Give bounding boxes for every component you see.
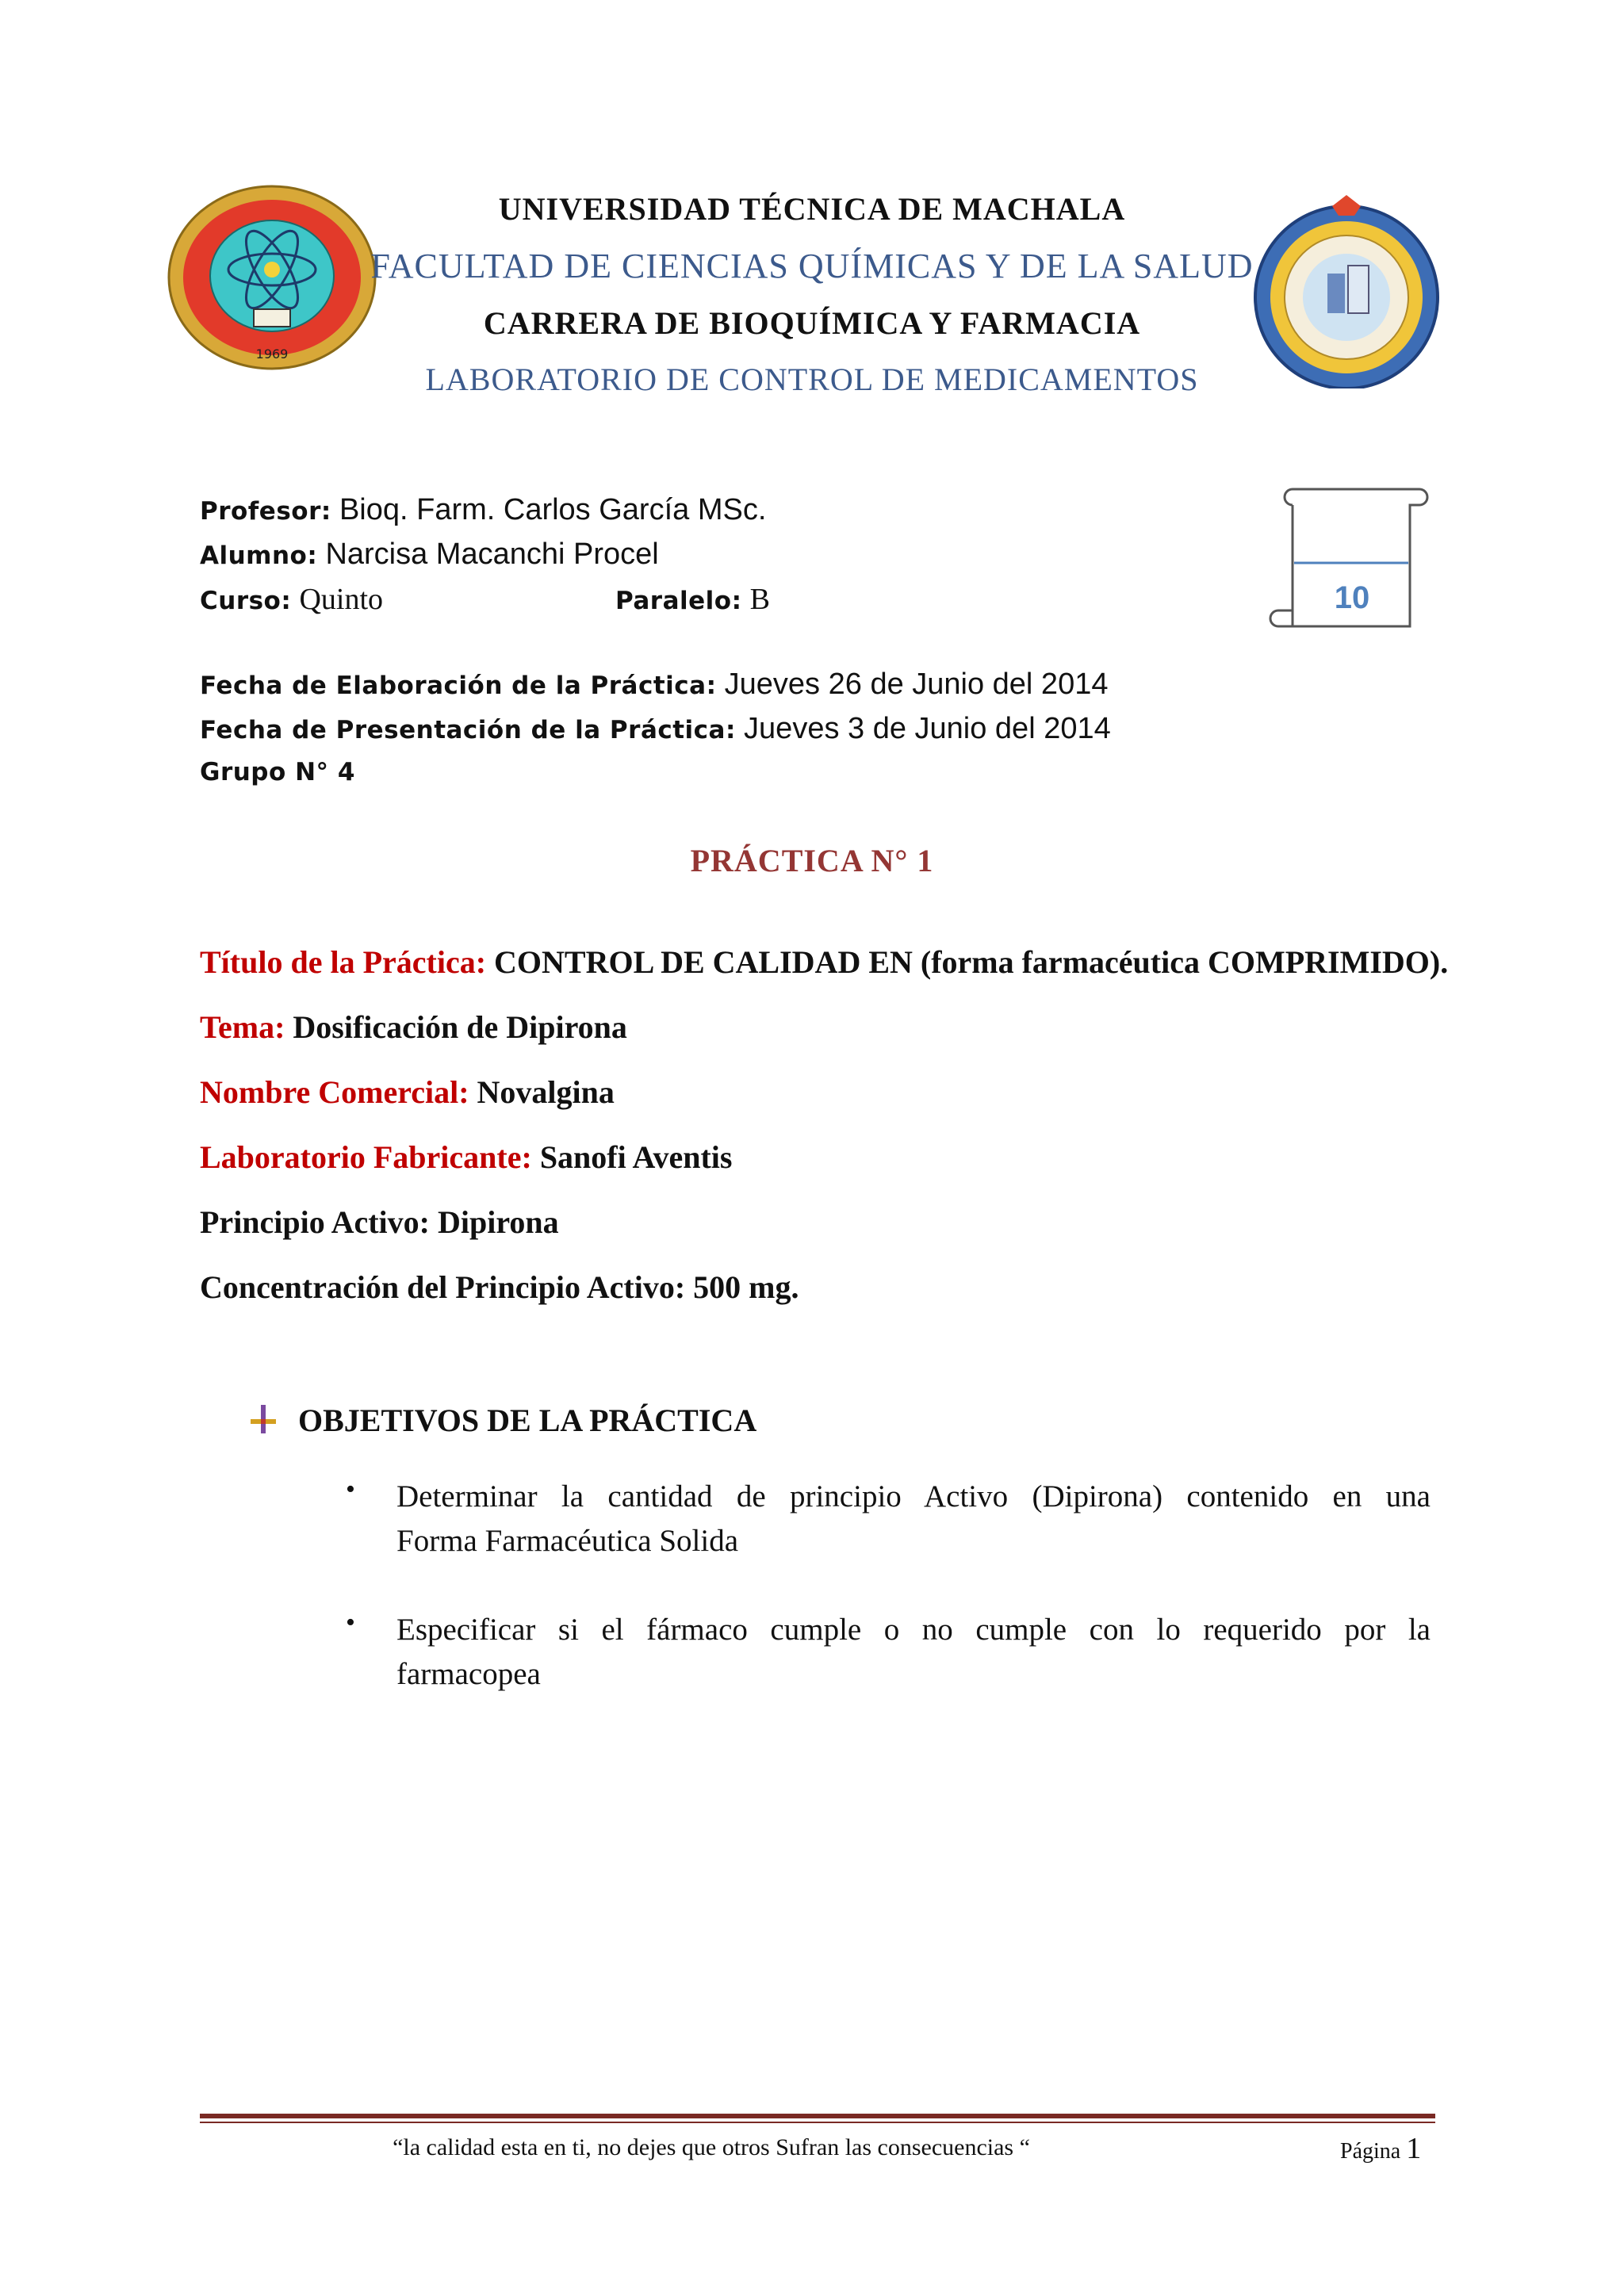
faculty-name: FACULTAD DE CIENCIAS QUÍMICAS Y DE LA SALUD	[370, 247, 1254, 285]
alumno-line	[200, 538, 659, 572]
curso-line	[200, 582, 383, 617]
tema-value: Dosificación de Dipirona	[293, 1009, 627, 1045]
university-name: UNIVERSIDAD TÉCNICA DE MACHALA	[498, 191, 1126, 227]
profesor-line	[200, 493, 766, 527]
grade-value: 10	[1334, 580, 1370, 615]
bullet-dot-icon: •	[346, 1475, 355, 1504]
titulo-line	[200, 943, 1448, 981]
fecha-elaboracion-label: Fecha de Elaboración de la Práctica:	[200, 672, 717, 700]
profesor-label: Profesor:	[200, 497, 331, 526]
fecha-presentacion-line	[200, 712, 1111, 746]
page-label: Página	[1340, 2139, 1401, 2164]
laboratorio-fabricante-line	[200, 1138, 732, 1176]
footer-rule-thin	[200, 2122, 1435, 2123]
objetivo-item-1-line-2: Forma Farmacéutica Solida	[396, 1524, 739, 1558]
profesor-value: Bioq. Farm. Carlos García MSc.	[339, 493, 767, 526]
fecha-elaboracion-line	[200, 668, 1108, 702]
objetivo-item-2	[396, 1608, 1431, 1697]
nombre-comercial-line	[200, 1073, 615, 1111]
objetivo-item-1	[396, 1475, 1431, 1563]
objetivos-heading: OBJETIVOS DE LA PRÁCTICA	[298, 1402, 757, 1438]
curso-label: Curso:	[200, 587, 292, 615]
grupo-label: Grupo N° 4	[200, 758, 355, 786]
titulo-label: Título de la Práctica:	[200, 944, 487, 980]
nombre-comercial-value: Novalgina	[477, 1074, 615, 1110]
bullet-dot-icon: •	[346, 1608, 355, 1637]
objetivo-item-2-line-1: Especificar si el fármaco cumple o no cumple con lo requerido por la	[396, 1613, 1431, 1647]
paralelo-value: B	[749, 583, 771, 616]
practica-title: PRÁCTICA N° 1	[690, 843, 934, 878]
footer-quote: “la calidad esta en ti, no dejes que otros Sufran las consecuencias “	[393, 2134, 1030, 2160]
laboratorio-fabricante-value: Sanofi Aventis	[539, 1139, 733, 1175]
principio-activo-line: Principio Activo: Dipirona	[200, 1204, 559, 1240]
svg-text:1969: 1969	[255, 346, 289, 362]
cross-bullet-icon	[247, 1403, 279, 1435]
objetivo-item-2-line-2: farmacopea	[396, 1657, 541, 1691]
page-number	[1340, 2131, 1421, 2166]
career-name: CARRERA DE BIOQUÍMICA Y FARMACIA	[483, 305, 1141, 341]
paralelo-label: Paralelo:	[615, 587, 742, 615]
concentracion-line: Concentración del Principio Activo: 500 mg.	[200, 1269, 799, 1305]
tema-line	[200, 1008, 627, 1046]
grupo-line	[200, 756, 355, 786]
titulo-value: CONTROL DE CALIDAD EN (forma farmacéutica COMPRIMIDO).	[494, 944, 1449, 980]
footer-rule	[200, 2114, 1435, 2118]
objetivo-item-1-line-1: Determinar la cantidad de principio Activo (Dipirona) contenido en una	[396, 1479, 1431, 1513]
fecha-presentacion-value: Jueves 3 de Junio del 2014	[744, 712, 1111, 745]
laboratory-name: LABORATORIO DE CONTROL DE MEDICAMENTOS	[425, 362, 1199, 397]
nombre-comercial-label: Nombre Comercial:	[200, 1074, 469, 1110]
fecha-elaboracion-value: Jueves 26 de Junio del 2014	[724, 668, 1109, 701]
alumno-value: Narcisa Macanchi Procel	[325, 538, 659, 571]
page-number-value: 1	[1406, 2132, 1422, 2165]
paralelo-line	[615, 582, 770, 617]
laboratorio-fabricante-label: Laboratorio Fabricante:	[200, 1139, 532, 1175]
tema-label: Tema:	[200, 1009, 285, 1045]
alumno-label: Alumno:	[200, 541, 318, 570]
fecha-presentacion-label: Fecha de Presentación de la Práctica:	[200, 716, 736, 744]
curso-value: Quinto	[299, 583, 383, 616]
